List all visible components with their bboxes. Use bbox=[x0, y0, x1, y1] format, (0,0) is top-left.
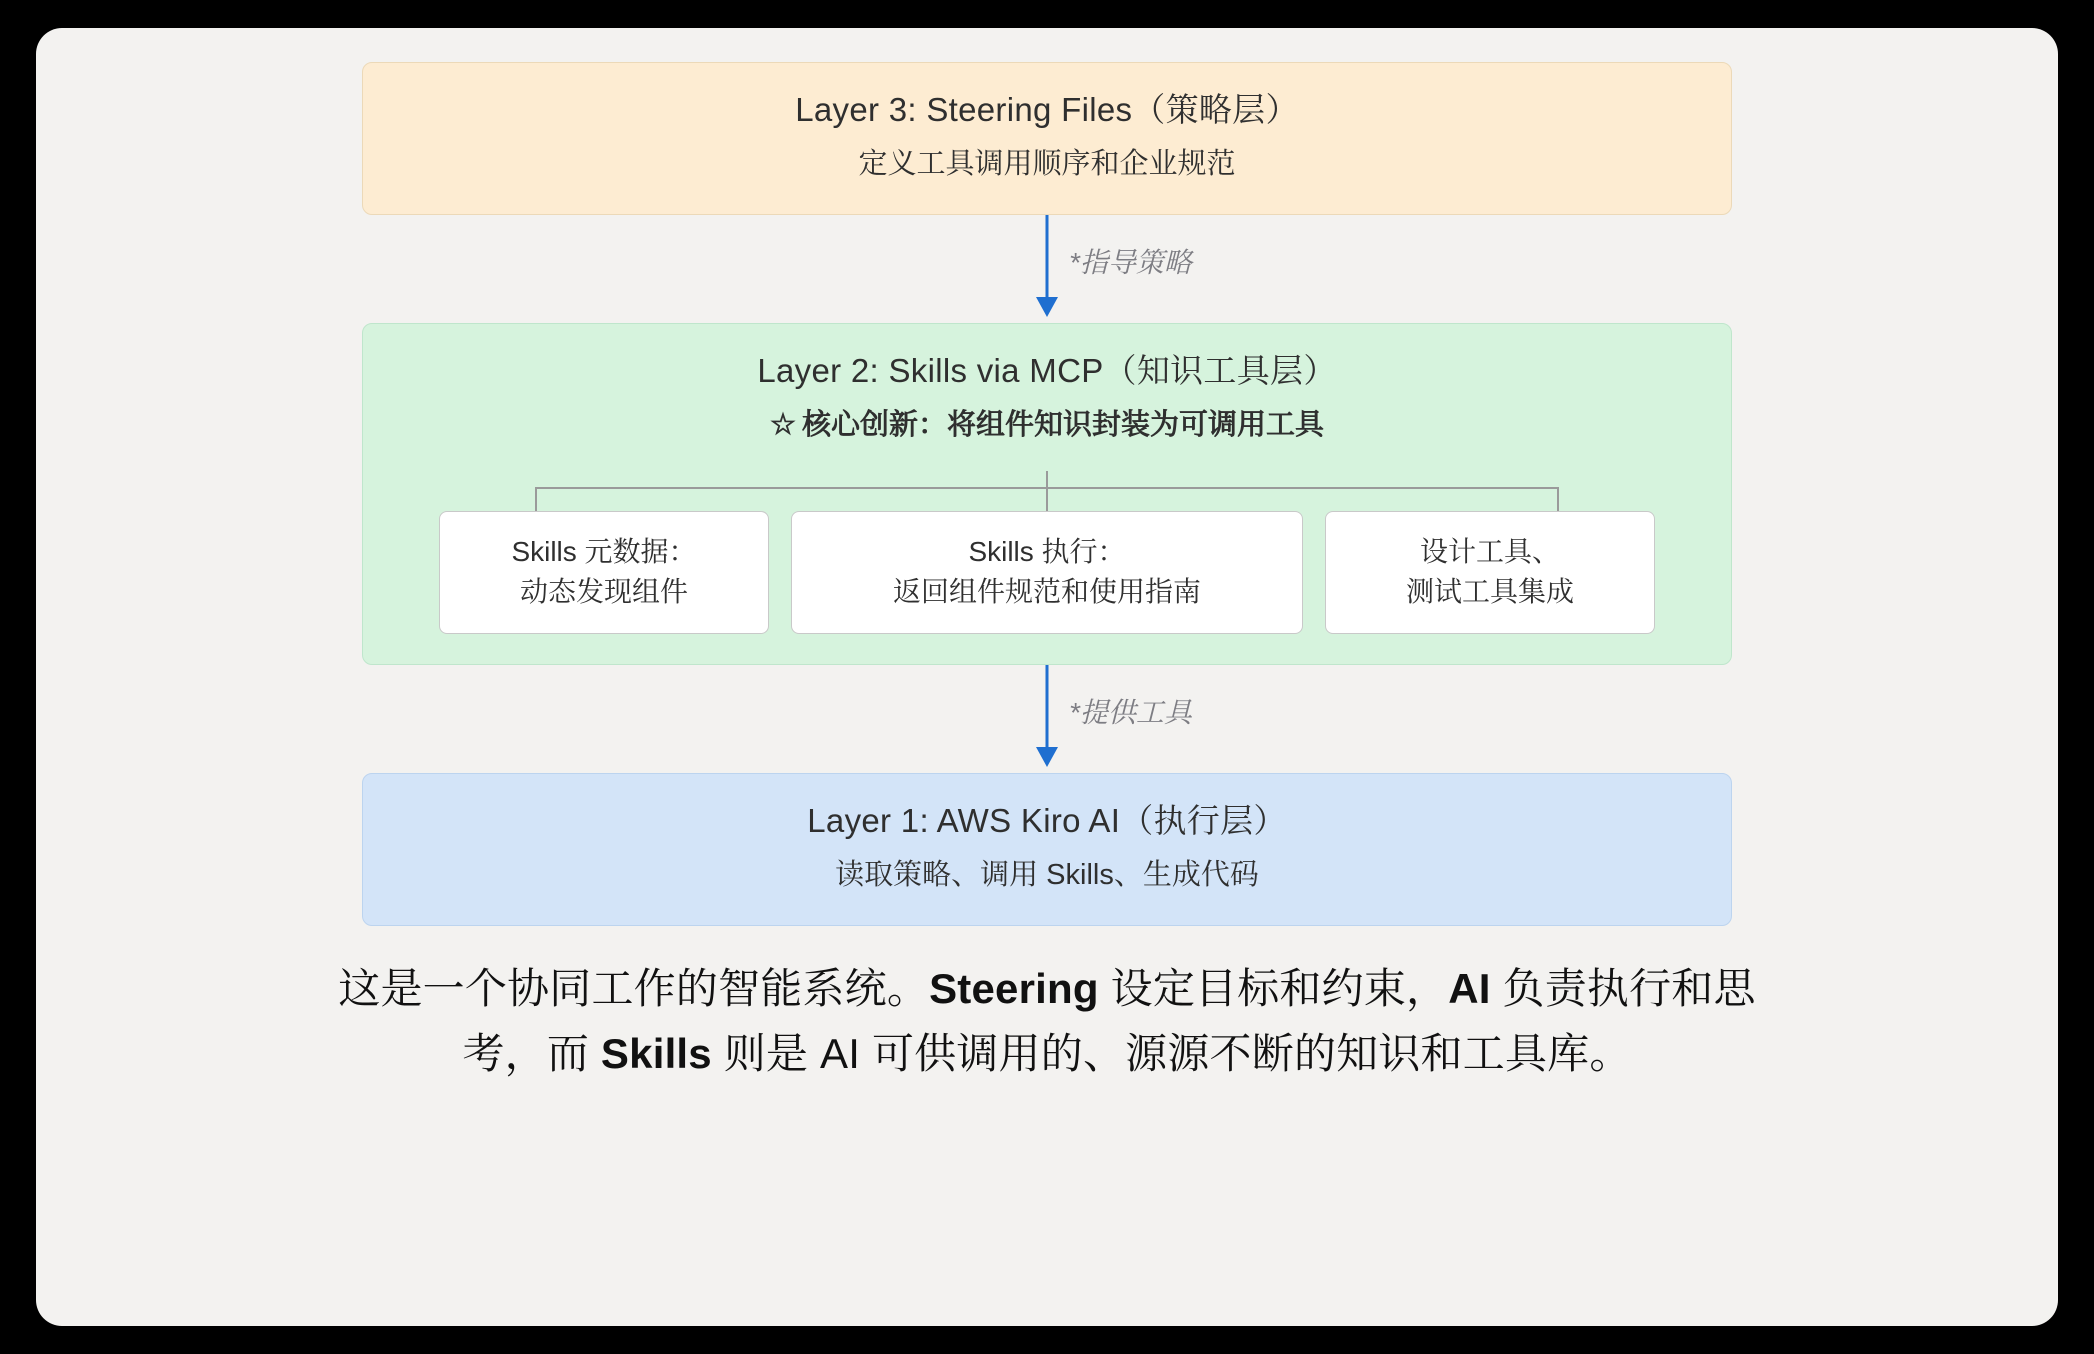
layer-2-children bbox=[383, 471, 1711, 634]
layer-2-box bbox=[362, 323, 1732, 665]
arrow-head-icon-1 bbox=[1036, 297, 1058, 317]
bracket-drop-2 bbox=[1046, 487, 1048, 511]
layer-3-subtitle: 定义工具调用顺序和企业规范 bbox=[858, 148, 1236, 181]
caption-text bbox=[327, 956, 1767, 1086]
layer-1-title: Layer 1: AWS Kiro AI（执行层） bbox=[807, 802, 1287, 840]
star-icon: ☆ bbox=[769, 409, 796, 442]
caption-part-5: 则是 AI 可供调用的、源源不断的知识和工具库。 bbox=[711, 1030, 1632, 1078]
sub-box-line-2: 测试工具集成 bbox=[1405, 576, 1574, 608]
caption-bold-skills: Skills bbox=[600, 1030, 712, 1078]
layer-2-subtitle-row bbox=[383, 407, 1711, 445]
layer-2-sub-boxes bbox=[383, 511, 1711, 634]
layer-1-box bbox=[362, 773, 1732, 926]
caption-part-4: 而 bbox=[546, 1030, 601, 1078]
bracket-stem bbox=[1046, 471, 1048, 487]
arrow-line-2 bbox=[1046, 665, 1049, 751]
arrow-label-2: *提供工具 bbox=[1069, 697, 1192, 729]
layer-1-subtitle: 读取策略、调用 Skills、生成代码 bbox=[835, 859, 1259, 892]
bracket-drop-3 bbox=[1557, 487, 1559, 511]
layer-3-title: Layer 3: Steering Files（策略层） bbox=[795, 91, 1299, 128]
layer-3-box bbox=[362, 62, 1732, 215]
connector-layer3-to-layer2 bbox=[362, 215, 1732, 323]
arrow-head-icon-2 bbox=[1036, 747, 1058, 767]
caption-part-2: 设定目标和约束， bbox=[1098, 965, 1449, 1012]
layer-2-title: Layer 2: Skills via MCP（知识工具层） bbox=[757, 351, 1337, 389]
sub-box-line-1: Skills 元数据： bbox=[511, 535, 697, 567]
caption-bold-ai: AI bbox=[1448, 965, 1491, 1012]
connector-layer2-to-layer1 bbox=[362, 665, 1732, 773]
arrow-label-1: *指导策略 bbox=[1069, 246, 1192, 278]
sub-box-line-2: 返回组件规范和使用指南 bbox=[892, 576, 1201, 608]
sub-box-design-test-tools bbox=[1325, 511, 1655, 634]
sub-box-skills-execution bbox=[791, 511, 1303, 634]
caption-part-3: 负责执行和思考， bbox=[462, 965, 1756, 1078]
architecture-diagram bbox=[362, 62, 1732, 926]
diagram-card bbox=[36, 28, 2058, 1326]
sub-box-skills-metadata bbox=[439, 511, 769, 634]
sub-box-line-1: Skills 执行： bbox=[968, 535, 1126, 567]
sub-box-line-1: 设计工具、 bbox=[1419, 535, 1560, 567]
caption-bold-steering: Steering bbox=[929, 965, 1099, 1012]
caption-part-1: 这是一个协同工作的智能系统。 bbox=[338, 965, 930, 1012]
bracket-drop-1 bbox=[535, 487, 537, 511]
arrow-line-1 bbox=[1046, 215, 1049, 301]
layer-2-subtitle: 核心创新：将组件知识封装为可调用工具 bbox=[801, 409, 1324, 442]
bracket-connector bbox=[423, 471, 1671, 511]
sub-box-line-2: 动态发现组件 bbox=[519, 576, 688, 608]
